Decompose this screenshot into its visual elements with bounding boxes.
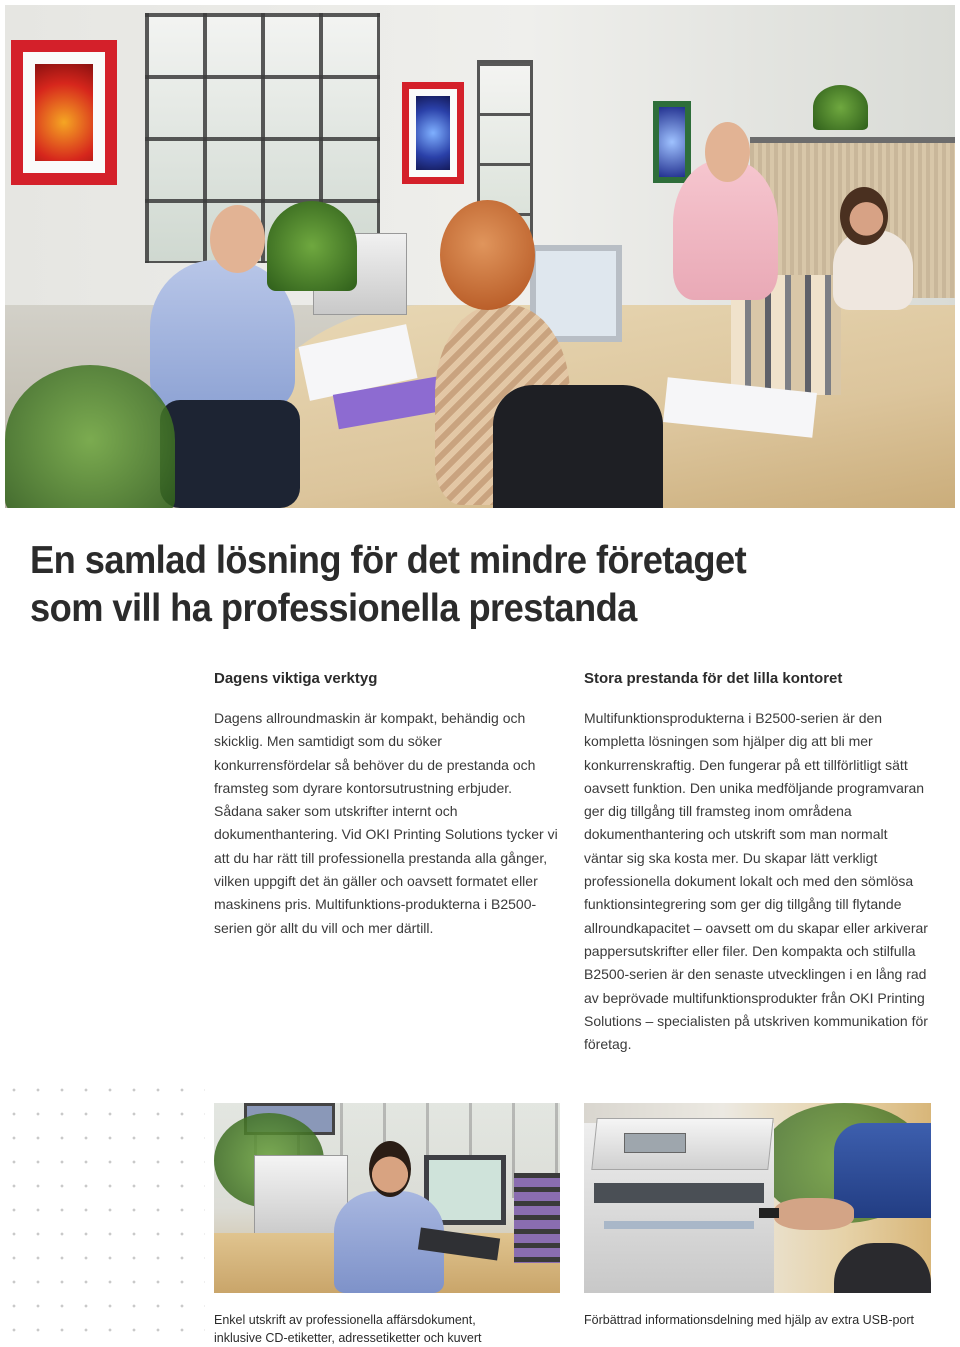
photo-workstation [214,1103,560,1293]
decorative-dot-pattern [0,1076,205,1346]
right-column [584,669,929,1056]
right-column-body: Multifunktionsprodukterna i B2500-serien är den kompletta lösningen som hjälper dig att bli mer konkurrenskraftig. Den fungerar på ett tillförlitligt sätt oavsett funktion. Den unika medföljande programvaran ger dig tillgång till framsteg inom områdena dokumenthantering och utskrift som man normalt väntar sig ska kosta mer. Du skapar lätt verkligt professionella dokument lokalt och med den sömlösa funktionsintegrering som ger dig tillgång till flytande allroundkapacitet – oavsett om du skapar eller arkiverar pappersutskrifter eller filer. Den kompakta och stilfulla B2500-serien är den senaste utvecklingen i en lång rad av beprövade multifunktionsprodukter från OKI Printing Solutions – specialisten på utskriven kommunikation för företag. [584,710,928,1053]
caption-1-line-2: inklusive CD-etiketter, adressetiketter och kuvert [214,1331,482,1345]
left-column [214,669,559,940]
caption-photo-printer [584,1311,944,1329]
page-headline [30,537,867,633]
photo-printer-usb [584,1103,931,1293]
left-column-body: Dagens allroundmaskin är kompakt, behändig och skicklig. Men samtidigt som du söker konkurrensfördelar så behöver du de prestanda och framsteg som dyrare kontorsutrustning erbjuder. Sådana saker som utskrifter internt och dokumenthantering. Vid OKI Printing Solutions tycker vi att du har rätt till professionella prestanda alla gånger, vilken uppgift det än gäller och oavsett formatet eller maskinens pris. Multifunktions-produkterna i B2500-serien gör allt du vill och mer därtill. [214,710,558,936]
headline-line-1: En samlad lösning för det mindre företaget [30,539,747,582]
headline-line-2: som vill ha professionella prestanda [30,587,637,630]
caption-2-text: Förbättrad informationsdelning med hjälp av extra USB-port [584,1313,915,1327]
right-column-heading: Stora prestanda för det lilla kontoret [584,670,843,687]
caption-1-line-1: Enkel utskrift av professionella affärsdokument, [214,1313,476,1327]
caption-photo-workstation [214,1311,559,1347]
left-column-heading: Dagens viktiga verktyg [214,670,378,687]
hero-office-photo [5,5,955,508]
